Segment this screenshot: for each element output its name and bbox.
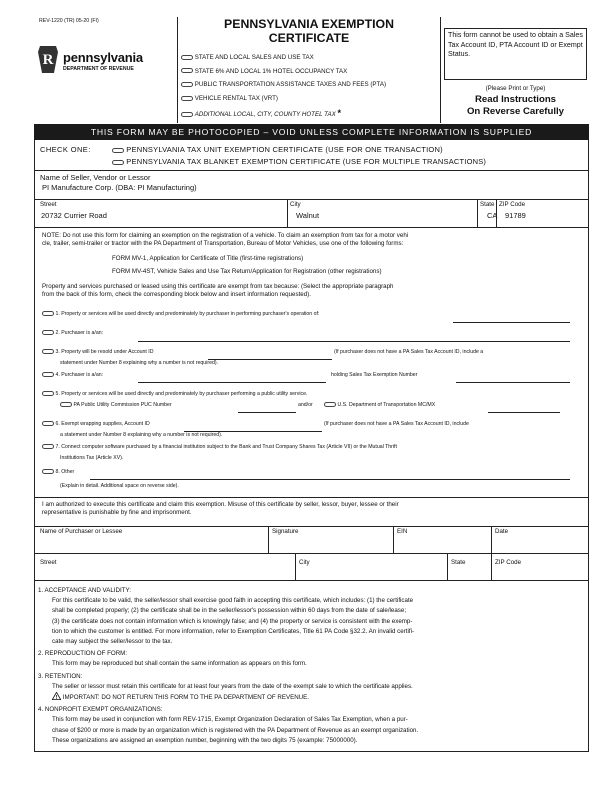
svg-text:R: R	[42, 52, 54, 68]
tax-type-item[interactable]: VEHICLE RENTAL TAX (VRT)	[181, 95, 439, 109]
tax-type-item[interactable]: STATE 6% AND LOCAL 1% HOTEL OCCUPANCY TAX	[181, 68, 439, 82]
tax-type-item[interactable]: STATE AND LOCAL SALES AND USE TAX	[181, 54, 439, 68]
page-title: PENNSYLVANIA EXEMPTION CERTIFICATE	[224, 17, 394, 45]
form-code: REV-1220 (TR) 05-20 (FI)	[39, 18, 99, 24]
check-one-label: CHECK ONE:	[40, 145, 91, 154]
date-label: Date	[495, 528, 509, 535]
seller-street-field[interactable]: 20732 Currier Road	[41, 211, 107, 220]
instruction-body: This form may be reproduced but shall contain the same information as appears on this form.	[52, 660, 307, 668]
street-label: Street	[40, 201, 57, 208]
note-form-mv4st: FORM MV-4ST, Vehicle Sales and Use Tax Return/Application for Registration (other registrations)	[112, 268, 382, 275]
checkbox-icon[interactable]	[42, 349, 54, 354]
purchaser-zip-label: ZIP Code	[495, 559, 522, 566]
reason-5-andor: and/or	[298, 402, 313, 408]
purchaser-state-label: State	[451, 559, 466, 566]
check-option-blanket[interactable]: PENNSYLVANIA TAX BLANKET EXEMPTION CERTIFICATE (USE FOR MULTIPLE TRANSACTIONS)	[112, 157, 486, 167]
logo-dept: DEPARTMENT OF REVENUE	[63, 66, 134, 72]
instruction-heading: 3. RETENTION:	[38, 672, 83, 680]
instruction-body: For this certificate to be valid, the seller/lessor shall exercise good faith in accepting this certificate, which includes: (1) the certificate shall be completed properly; (2) the certificate shall be in the seller/lessor's possession within 60 days from the date of sale/lease; (3) the certificate does not contain information which is knowingly false; and (4) the property or service is consistent with the exemp- tion to which the customer is entitled. For more information, refer to Exemption Certificates, Title 61 PA Code §32.2. An invalid certifi- cate may subject the seller/lessor to the tax.	[52, 597, 415, 646]
read-instructions: Read Instructions On Reverse Carefully	[466, 94, 565, 117]
checkbox-icon[interactable]	[60, 402, 72, 407]
checkbox-icon[interactable]	[42, 391, 54, 396]
checkbox-icon[interactable]	[181, 55, 193, 60]
checkbox-icon[interactable]	[42, 372, 54, 377]
reason-3-note-cont: statement under Number 8 explaining why a number is not required).	[60, 360, 219, 366]
svg-text:!: !	[55, 695, 58, 701]
reason-4[interactable]: 4. Purchaser is a/an:	[42, 372, 103, 378]
state-label: State	[480, 201, 495, 208]
checkbox-icon[interactable]	[181, 112, 193, 117]
instruction-heading: 2. REPRODUCTION OF FORM:	[38, 650, 128, 658]
reason-8-note: (Explain in detail. Additional space on reverse side).	[60, 483, 179, 489]
warning-icon	[52, 694, 61, 701]
reason-8[interactable]: 8. Other	[42, 469, 74, 475]
reason-1[interactable]: 1. Property or services will be used directly and predominately by purchaser in performing purchaser's operation of:	[42, 311, 319, 317]
checkbox-icon[interactable]	[42, 469, 54, 474]
asterisk-mark: *	[337, 108, 341, 119]
checkbox-icon[interactable]	[42, 444, 54, 449]
reason-5[interactable]: 5. Property or services will be used directly and predominately by purchaser performing a public utility service.	[42, 391, 307, 397]
tax-type-item[interactable]: ADDITIONAL LOCAL, CITY, COUNTY HOTEL TAX *	[181, 108, 439, 122]
notice-box: This form cannot be used to obtain a Sales Tax Account ID, PTA Account ID or Exempt Status.	[444, 28, 587, 80]
print-note: (Please Print or Type)	[485, 85, 546, 92]
reason-3[interactable]: 3. Property will be resold under Account ID	[42, 349, 154, 355]
city-label: City	[290, 201, 301, 208]
reason-6[interactable]: 6. Exempt wrapping supplies, Account ID	[42, 421, 150, 427]
seller-state-field[interactable]: CA	[487, 211, 498, 220]
tax-type-item[interactable]: PUBLIC TRANSPORTATION ASSISTANCE TAXES AND FEES (PTA)	[181, 81, 439, 95]
checkbox-icon[interactable]	[181, 96, 193, 101]
keystone-logo-icon	[38, 46, 58, 73]
seller-label: Name of Seller, Vendor or Lessor	[40, 173, 151, 182]
reason-2[interactable]: 2. Purchaser is a/an:	[42, 330, 103, 336]
reason-6-note: (If purchaser does not have a PA Sales Tax Account ID, include	[324, 421, 469, 427]
instructions-section	[38, 586, 588, 746]
retention-warning: ! IMPORTANT: DO NOT RETURN THIS FORM TO THE PA DEPARTMENT OF REVENUE.	[38, 692, 588, 703]
checkbox-icon[interactable]	[112, 160, 124, 165]
note-form-mv1: FORM MV-1, Application for Certificate of Title (first-time registrations)	[112, 255, 304, 262]
reason-5-dot[interactable]: U.S. Department of Transportation MC/MX	[324, 402, 435, 408]
checkbox-icon[interactable]	[181, 82, 193, 87]
property-text: Property and services purchased or leased using this certificate are exempt from tax because: (Select the appropriate paragraph from the back of this form, check the corresponding block below and insert information requested).	[42, 283, 394, 299]
purchaser-city-label: City	[299, 559, 310, 566]
purchaser-name-label: Name of Purchaser or Lessee	[40, 528, 123, 535]
reason-4-number-label: holding Sales Tax Exemption Number	[331, 372, 418, 378]
seller-city-field[interactable]: Walnut	[296, 211, 320, 220]
seller-zip-field[interactable]: 91789	[505, 211, 526, 220]
checkbox-icon[interactable]	[324, 402, 336, 407]
seller-name-field[interactable]: PI Manufacture Corp. (DBA: PI Manufacturing)	[42, 183, 197, 192]
check-option-unit[interactable]: PENNSYLVANIA TAX UNIT EXEMPTION CERTIFICATE (USE FOR ONE TRANSACTION)	[112, 145, 443, 155]
checkbox-icon[interactable]	[42, 311, 54, 316]
ein-label: EIN	[397, 528, 408, 535]
purchaser-street-label: Street	[40, 559, 57, 566]
checkbox-icon[interactable]	[42, 330, 54, 335]
reason-5-puc[interactable]: PA Public Utility Commission PUC Number	[60, 402, 172, 408]
note-text: NOTE: Do not use this form for claiming an exemption on the registration of a vehicle. To claim an exemption from tax for a motor vehi cle, trailer, semi-trailer or tractor with the PA Department of Transportation, Bureau of Motor Vehicles, use one of the following forms:	[42, 232, 409, 248]
instruction-body: The seller or lessor must retain this certificate for at least four years from the date of the exempt sale to which the certificate applies.	[52, 682, 413, 690]
zip-label: ZIP Code	[499, 201, 526, 208]
reason-7-cont: Institutions Tax (Article XV).	[60, 455, 124, 461]
checkbox-icon[interactable]	[42, 421, 54, 426]
tax-type-list	[181, 54, 439, 122]
checkbox-icon[interactable]	[181, 68, 193, 73]
reason-7[interactable]: 7. Connect computer software purchased by a financial institution subject to the Bank and Trust Company Shares Tax (Article VII) or the Mutual Thrift	[42, 444, 397, 450]
authorization-text: I am authorized to execute this certificate and claim this exemption. Misuse of this certificate by seller, lessor, buyer, lessee or their representative is punishable by fine and imprisonment.	[42, 501, 399, 517]
logo-name: pennsylvania	[63, 50, 143, 65]
reason-6-note-cont: a statement under Number 8 explaining why a number is not required).	[60, 432, 223, 438]
instruction-heading: 4. NONPROFIT EXEMPT ORGANIZATIONS:	[38, 706, 163, 714]
instruction-heading: 1. ACCEPTANCE AND VALIDITY:	[38, 587, 131, 594]
reason-3-note: (If purchaser does not have a PA Sales Tax Account ID, include a	[334, 349, 484, 355]
instruction-body: This form may be used in conjunction with form REV-1715, Exempt Organization Declaration of Sales Tax Exemption, when a pur- chase of $200 or more is made by an organization which is registered with the PA Department of Revenue as an exempt organization. These organizations are assigned an exemption number, beginning with the two digits 75 (example: 75000000).	[52, 716, 419, 744]
photocopy-banner: THIS FORM MAY BE PHOTOCOPIED – VOID UNLESS COMPLETE INFORMATION IS SUPPLIED	[34, 124, 589, 140]
checkbox-icon[interactable]	[112, 148, 124, 153]
signature-label: Signature	[272, 528, 299, 535]
